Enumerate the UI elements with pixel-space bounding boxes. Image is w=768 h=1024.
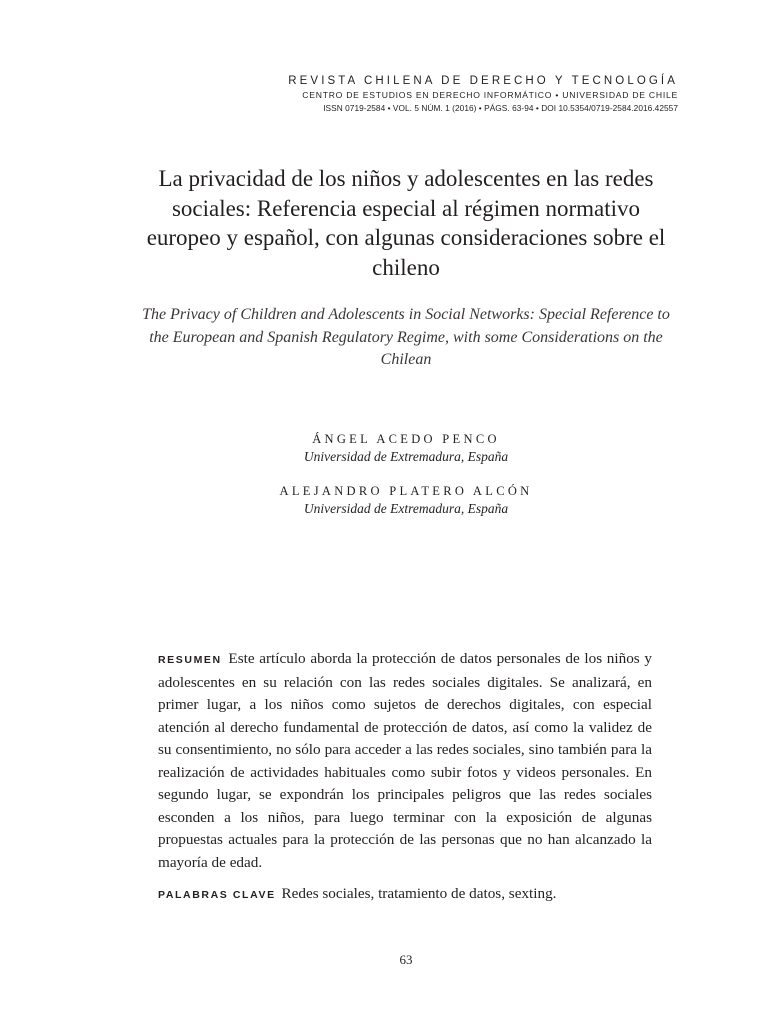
journal-header	[288, 74, 678, 115]
keywords-label: PALABRAS CLAVE	[158, 889, 276, 901]
journal-name: REVISTA CHILENA DE DERECHO Y TECNOLOGÍA	[288, 75, 678, 87]
author-affiliation: Universidad de Extremadura, España	[303, 449, 509, 464]
page-number: 63	[399, 952, 413, 967]
abstract-label: RESUMEN	[158, 654, 222, 666]
author-name: ÁNGEL ACEDO PENCO	[312, 432, 500, 446]
author-list	[140, 430, 672, 534]
journal-center: CENTRO DE ESTUDIOS EN DERECHO INFORMÁTICO • UNIVERSIDAD DE CHILE	[302, 90, 678, 100]
article-title-english: The Privacy of Children and Adolescents in Social Networks: Special Reference to the European and Spanish Regulatory Regime, with some Considerations on the Chilean	[142, 306, 670, 368]
author	[140, 430, 672, 466]
abstract-text: Este artículo aborda la protección de datos personales de los niños y adolescentes en su relación con las redes sociales digitales. Se analizará, en primer lugar, a los niños como sujetos de derechos digitales, con especial atención al derecho fundamental de protección de datos, así como la validez de su consentimiento, no sólo para acceder a las redes sociales, sino también para la realización de actividades habituales como subir fotos y videos personales. En segundo lugar, se expondrán los principales peligros que las redes sociales esconden a los niños, para luego terminar con la exposición de algunas propuestas actuales para la protección de las personas que no han alcanzado la mayoría de edad.	[158, 650, 653, 871]
author-affiliation: Universidad de Extremadura, España	[303, 501, 509, 516]
abstract	[158, 648, 652, 874]
keywords-text: Redes sociales, tratamiento de datos, sexting.	[281, 885, 557, 902]
keywords	[158, 883, 652, 906]
journal-issn: ISSN 0719-2584 • VOL. 5 NÚM. 1 (2016) • PÁGS. 63-94 • DOI 10.5354/0719-2584.2016.42557	[323, 103, 678, 113]
author-name: ALEJANDRO PLATERO ALCÓN	[279, 484, 533, 498]
article-title-spanish: La privacidad de los niños y adolescentes en las redes sociales: Referencia especial al régimen normativo europeo y español, con algunas consideraciones sobre el chileno	[146, 166, 666, 280]
author	[140, 482, 672, 518]
